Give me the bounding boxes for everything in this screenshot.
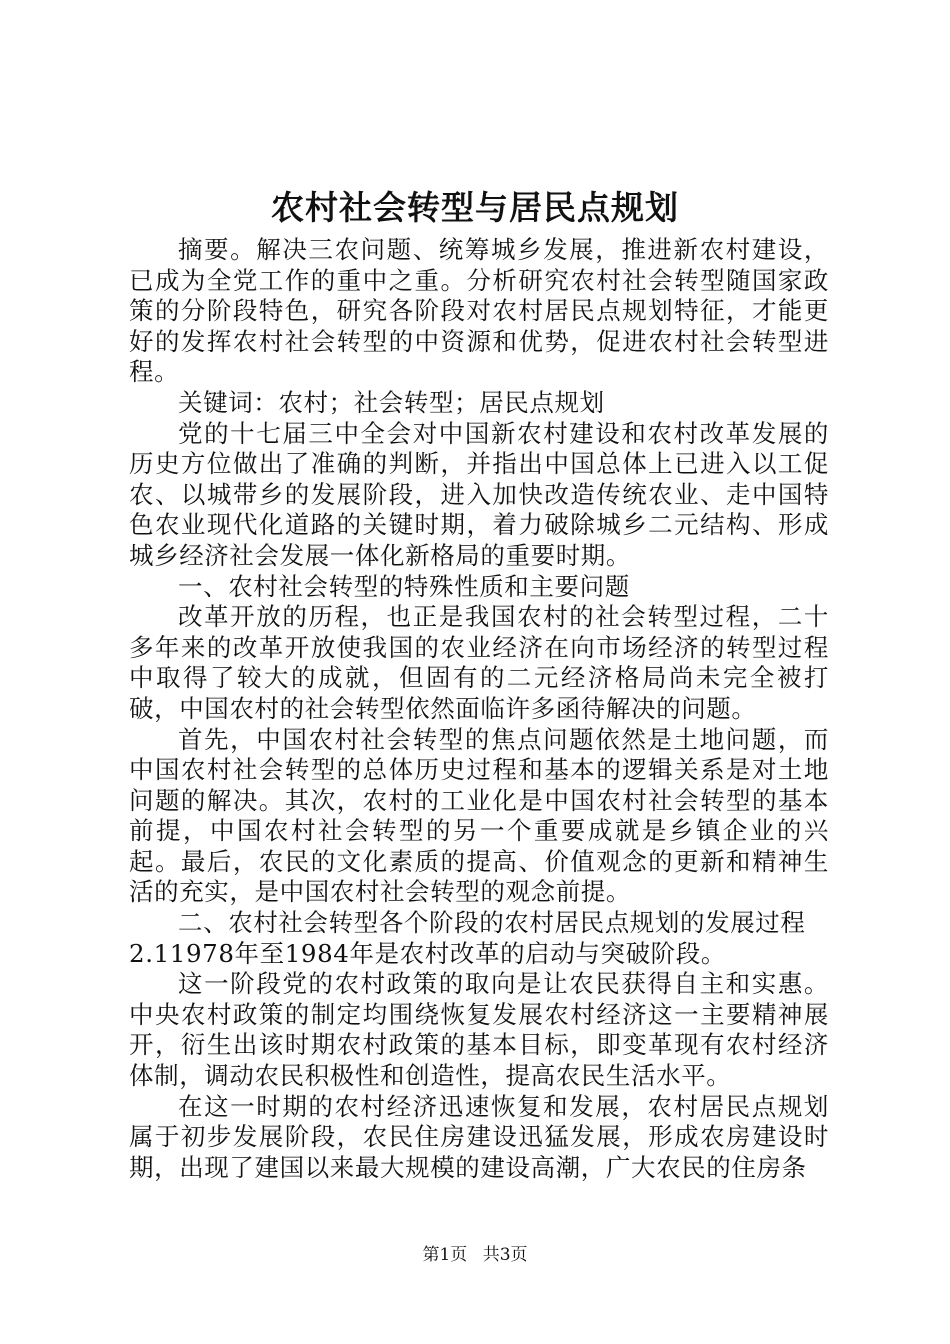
body-paragraph: 这一阶段党的农村政策的取向是让农民获得自主和实惠。中央农村政策的制定均围绕恢复发展农村经济这一主要精神展开，衍生出该时期农村政策的基本目标，即变革现有农村经济体制，调动农民积极性和创造性，提高农民生活水平。 — [129, 969, 829, 1091]
intro-paragraph: 党的十七届三中全会对中国新农村建设和农村改革发展的历史方位做出了准确的判断，并指出中国总体上已进入以工促农、以城带乡的发展阶段，进入加快改造传统农业、走中国特色农业现代化道路的关键时期，着力破除城乡二元结构、形成城乡经济社会发展一体化新格局的重要时期。 — [129, 418, 829, 570]
page-number: 第1页 — [422, 1245, 468, 1265]
abstract-paragraph: 摘要。解决三农问题、统筹城乡发展，推进新农村建设，已成为全党工作的重中之重。分析研究农村社会转型随国家政策的分阶段特色，研究各阶段对农村居民点规划特征，才能更好的发挥农村社会转型的中资源和优势，促进农村社会转型进程。 — [129, 235, 829, 387]
section-heading-2: 二、农村社会转型各个阶段的农村居民点规划的发展过程 — [178, 908, 806, 938]
body-paragraph: 在这一时期的农村经济迅速恢复和发展，农村居民点规划属于初步发展阶段，农民住房建设迅猛发展，形成农房建设时期，出现了建国以来最大规模的建设高潮，广大农民的住房条 — [129, 1091, 829, 1182]
body-paragraph: 改革开放的历程，也正是我国农村的社会转型过程，二十多年来的改革开放使我国的农业经济在向市场经济的转型过程中取得了较大的成就，但固有的二元经济格局尚未完全被打破，中国农村的社会转型依然面临许多函待解决的问题。 — [129, 602, 829, 723]
document-body — [129, 235, 829, 1183]
page-footer — [0, 1244, 950, 1266]
subsection-heading: 2.11978年至1984年是农村改革的启动与突破阶段。 — [129, 938, 726, 968]
body-paragraph: 首先，中国农村社会转型的焦点问题依然是土地问题，而中国农村社会转型的总体历史过程和基本的逻辑关系是对土地问题的解决。其次，农村的工业化是中国农村社会转型的基本前提，中国农村社会转型的另一个重要成就是乡镇企业的兴起。最后，农民的文化素质的提高、价值观念的更新和精神生活的充实，是中国农村社会转型的观念前提。 — [129, 724, 829, 907]
document-title: 农村社会转型与居民点规划 — [271, 188, 679, 227]
keywords-paragraph: 关键词：农村；社会转型；居民点规划 — [178, 387, 605, 417]
page-total: 共3页 — [482, 1245, 528, 1265]
section-heading-1: 一、农村社会转型的特殊性质和主要问题 — [178, 571, 630, 601]
